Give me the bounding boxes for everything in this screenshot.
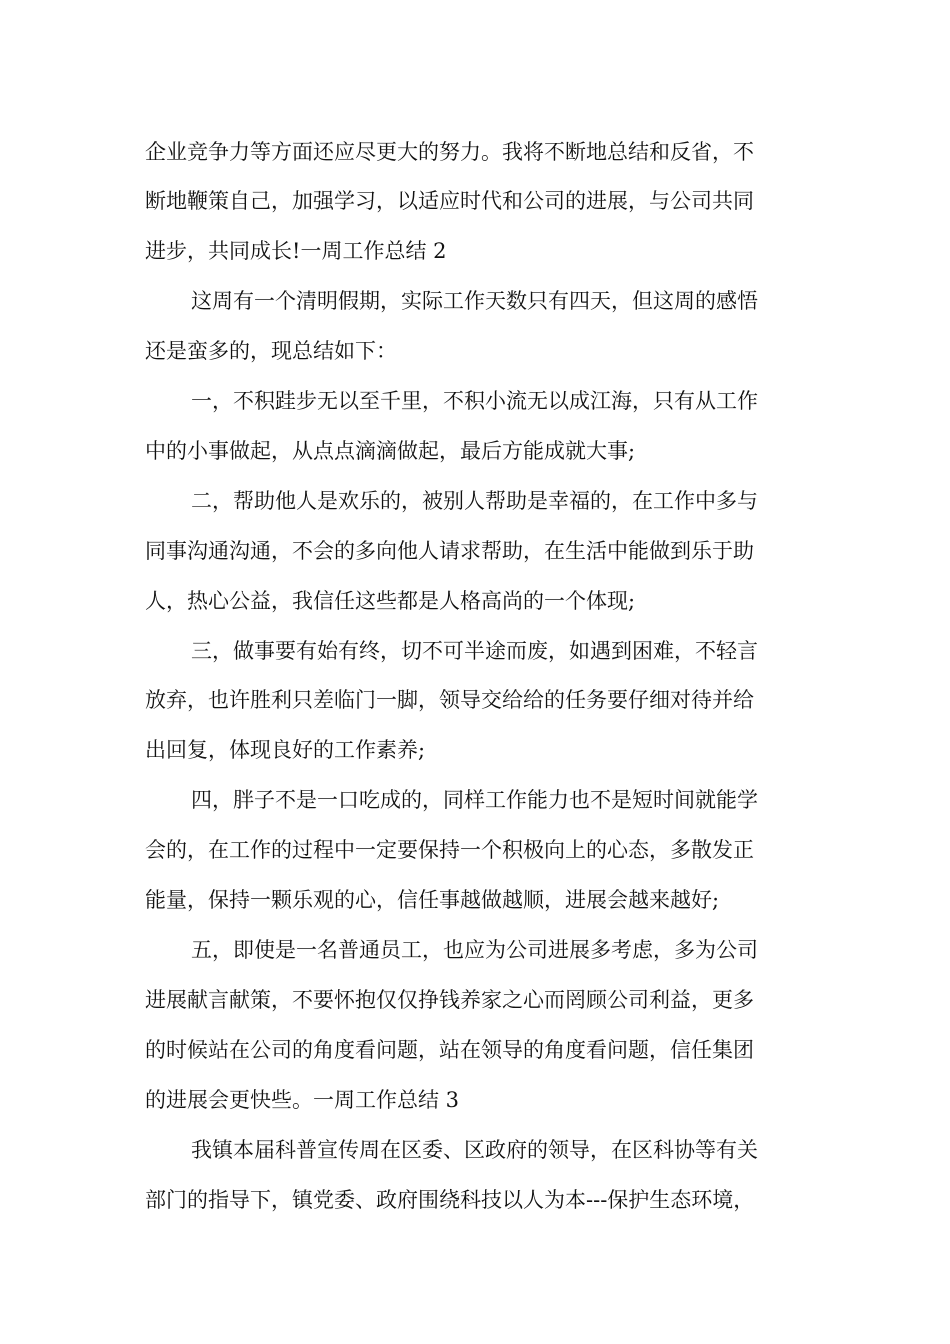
paragraph-start-line: 五，即使是一名普通员工，也应为公司进展多考虑，多为公司 <box>191 938 758 962</box>
text-line: 会的，在工作的过程中一定要保持一个积极向上的心态，多散发正 <box>145 838 754 862</box>
text-line: 能量，保持一颗乐观的心，信任事越做越顺，进展会越来越好; <box>145 888 720 912</box>
text-line: 人，热心公益，我信任这些都是人格高尚的一个体现; <box>145 589 636 613</box>
text-line: 进展献言献策，不要怀抱仅仅挣钱养家之心而罔顾公司利益，更多 <box>145 988 754 1012</box>
text-line: 断地鞭策自己，加强学习，以适应时代和公司的进展，与公司共同 <box>145 189 754 213</box>
paragraph-start-line: 二，帮助他人是欢乐的，被别人帮助是幸福的，在工作中多与 <box>191 489 758 513</box>
paragraph-start-line: 我镇本届科普宣传周在区委、区政府的领导，在区科协等有关 <box>191 1138 758 1162</box>
text-line: 的时候站在公司的角度看问题，站在领导的角度看问题，信任集团 <box>145 1038 754 1062</box>
paragraph-start-line: 一，不积跬步无以至千里，不积小流无以成江海，只有从工作 <box>191 389 758 413</box>
text-line: 部门的指导下，镇党委、政府围绕科技以人为本---保护生态环境， <box>145 1188 755 1212</box>
paragraph-start-line: 三，做事要有始有终，切不可半途而废，如遇到困难，不轻言 <box>191 639 758 663</box>
text-line: 的进展会更快些。一周工作总结 3 <box>145 1088 460 1112</box>
text-line: 出回复，体现良好的工作素养; <box>145 738 426 762</box>
text-line: 中的小事做起，从点点滴滴做起，最后方能成就大事; <box>145 439 636 463</box>
text-line: 还是蛮多的，现总结如下： <box>145 339 397 363</box>
paragraph-start-line: 这周有一个清明假期，实际工作天数只有四天，但这周的感悟 <box>191 289 758 313</box>
paragraph-start-line: 四，胖子不是一口吃成的，同样工作能力也不是短时间就能学 <box>191 788 758 812</box>
text-line: 进步，共同成长!一周工作总结 2 <box>145 239 447 263</box>
text-line: 放弃，也许胜利只差临门一脚，领导交给给的任务要仔细对待并给 <box>145 688 754 712</box>
text-line: 企业竞争力等方面还应尽更大的努力。我将不断地总结和反省，不 <box>145 140 754 164</box>
text-line: 同事沟通沟通，不会的多向他人请求帮助，在生活中能做到乐于助 <box>145 539 754 563</box>
